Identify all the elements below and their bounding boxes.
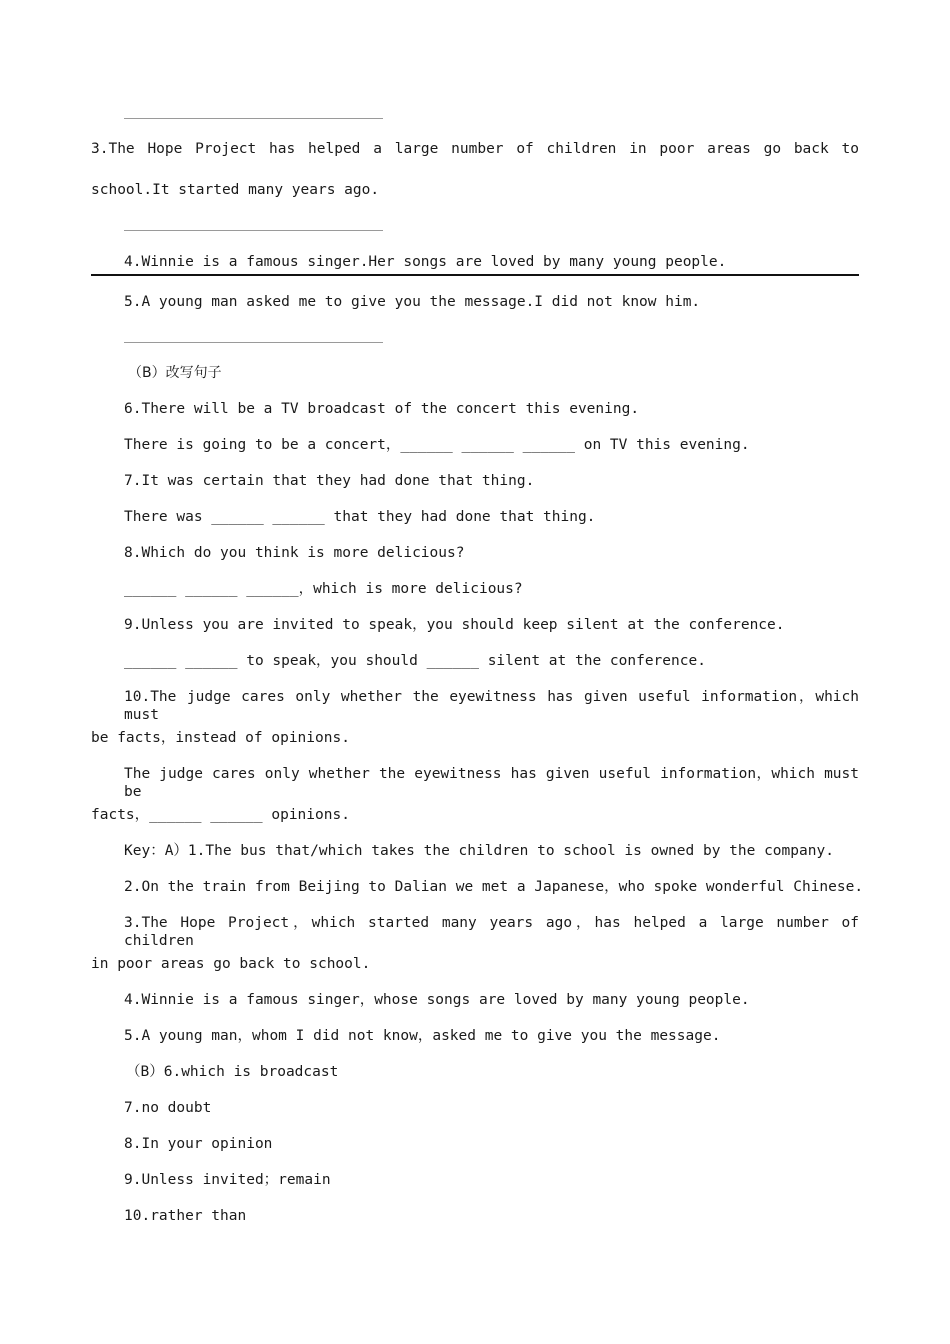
section-b-heading: （B）改写句子 bbox=[128, 365, 222, 381]
question-8: 8.Which do you think is more delicious? bbox=[124, 545, 465, 561]
question-6: 6.There will be a TV broadcast of the concert this evening. bbox=[124, 401, 640, 417]
section-divider bbox=[91, 274, 859, 276]
key-answer-8: 8.In your opinion bbox=[124, 1136, 273, 1152]
question-5: 5.A young man asked me to give you the message.I did not know him. bbox=[124, 294, 701, 310]
key-answer-5: 5.A young man，whom I did not know，asked me to give you the message. bbox=[124, 1028, 721, 1044]
question-10-rewrite-line-1: The judge cares only whether the eyewitness has given useful information，which must be bbox=[124, 766, 859, 800]
question-10-rewrite-line-2: facts，______ ______ opinions. bbox=[91, 807, 350, 823]
question-10-line-2: be facts，instead of opinions. bbox=[91, 730, 350, 746]
question-4: 4.Winnie is a famous singer.Her songs are loved by many young people. bbox=[124, 254, 727, 270]
key-answer-4: 4.Winnie is a famous singer，whose songs are loved by many young people. bbox=[124, 992, 750, 1008]
question-10-line-1: 10.The judge cares only whether the eyewitness has given useful information，which must bbox=[124, 689, 859, 723]
question-7: 7.It was certain that they had done that thing. bbox=[124, 473, 535, 489]
key-answer-1: Key：A）1.The bus that/which takes the children to school is owned by the company. bbox=[124, 843, 834, 859]
question-9-rewrite: ______ ______ to speak，you should ______ silent at the conference. bbox=[124, 653, 706, 669]
key-answer-2: 2.On the train from Beijing to Dalian we met a Japanese，who spoke wonderful Chinese. bbox=[124, 879, 864, 895]
key-answer-3-line-2: in poor areas go back to school. bbox=[91, 956, 371, 972]
question-3-line-2: school.It started many years ago. bbox=[91, 182, 380, 198]
question-6-rewrite: There is going to be a concert，______ ______ ______ on TV this evening. bbox=[124, 437, 750, 453]
answer-blank-line[interactable] bbox=[124, 118, 383, 119]
key-answer-3-line-1: 3.The Hope Project，which started many years ago，has helped a large number of children bbox=[124, 915, 859, 949]
question-9: 9.Unless you are invited to speak，you should keep silent at the conference. bbox=[124, 617, 785, 633]
key-answer-9: 9.Unless invited；remain bbox=[124, 1172, 331, 1188]
question-8-rewrite: ______ ______ ______，which is more delicious? bbox=[124, 581, 523, 597]
question-3-line-1: 3.The Hope Project has helped a large number of children in poor areas go back to bbox=[91, 141, 859, 157]
key-answer-7: 7.no doubt bbox=[124, 1100, 212, 1116]
key-answer-6: （B）6.which is broadcast bbox=[126, 1064, 339, 1080]
answer-blank-line[interactable] bbox=[124, 230, 383, 231]
answer-blank-line[interactable] bbox=[124, 342, 383, 343]
key-answer-10: 10.rather than bbox=[124, 1208, 247, 1224]
question-7-rewrite: There was ______ ______ that they had done that thing. bbox=[124, 509, 596, 525]
